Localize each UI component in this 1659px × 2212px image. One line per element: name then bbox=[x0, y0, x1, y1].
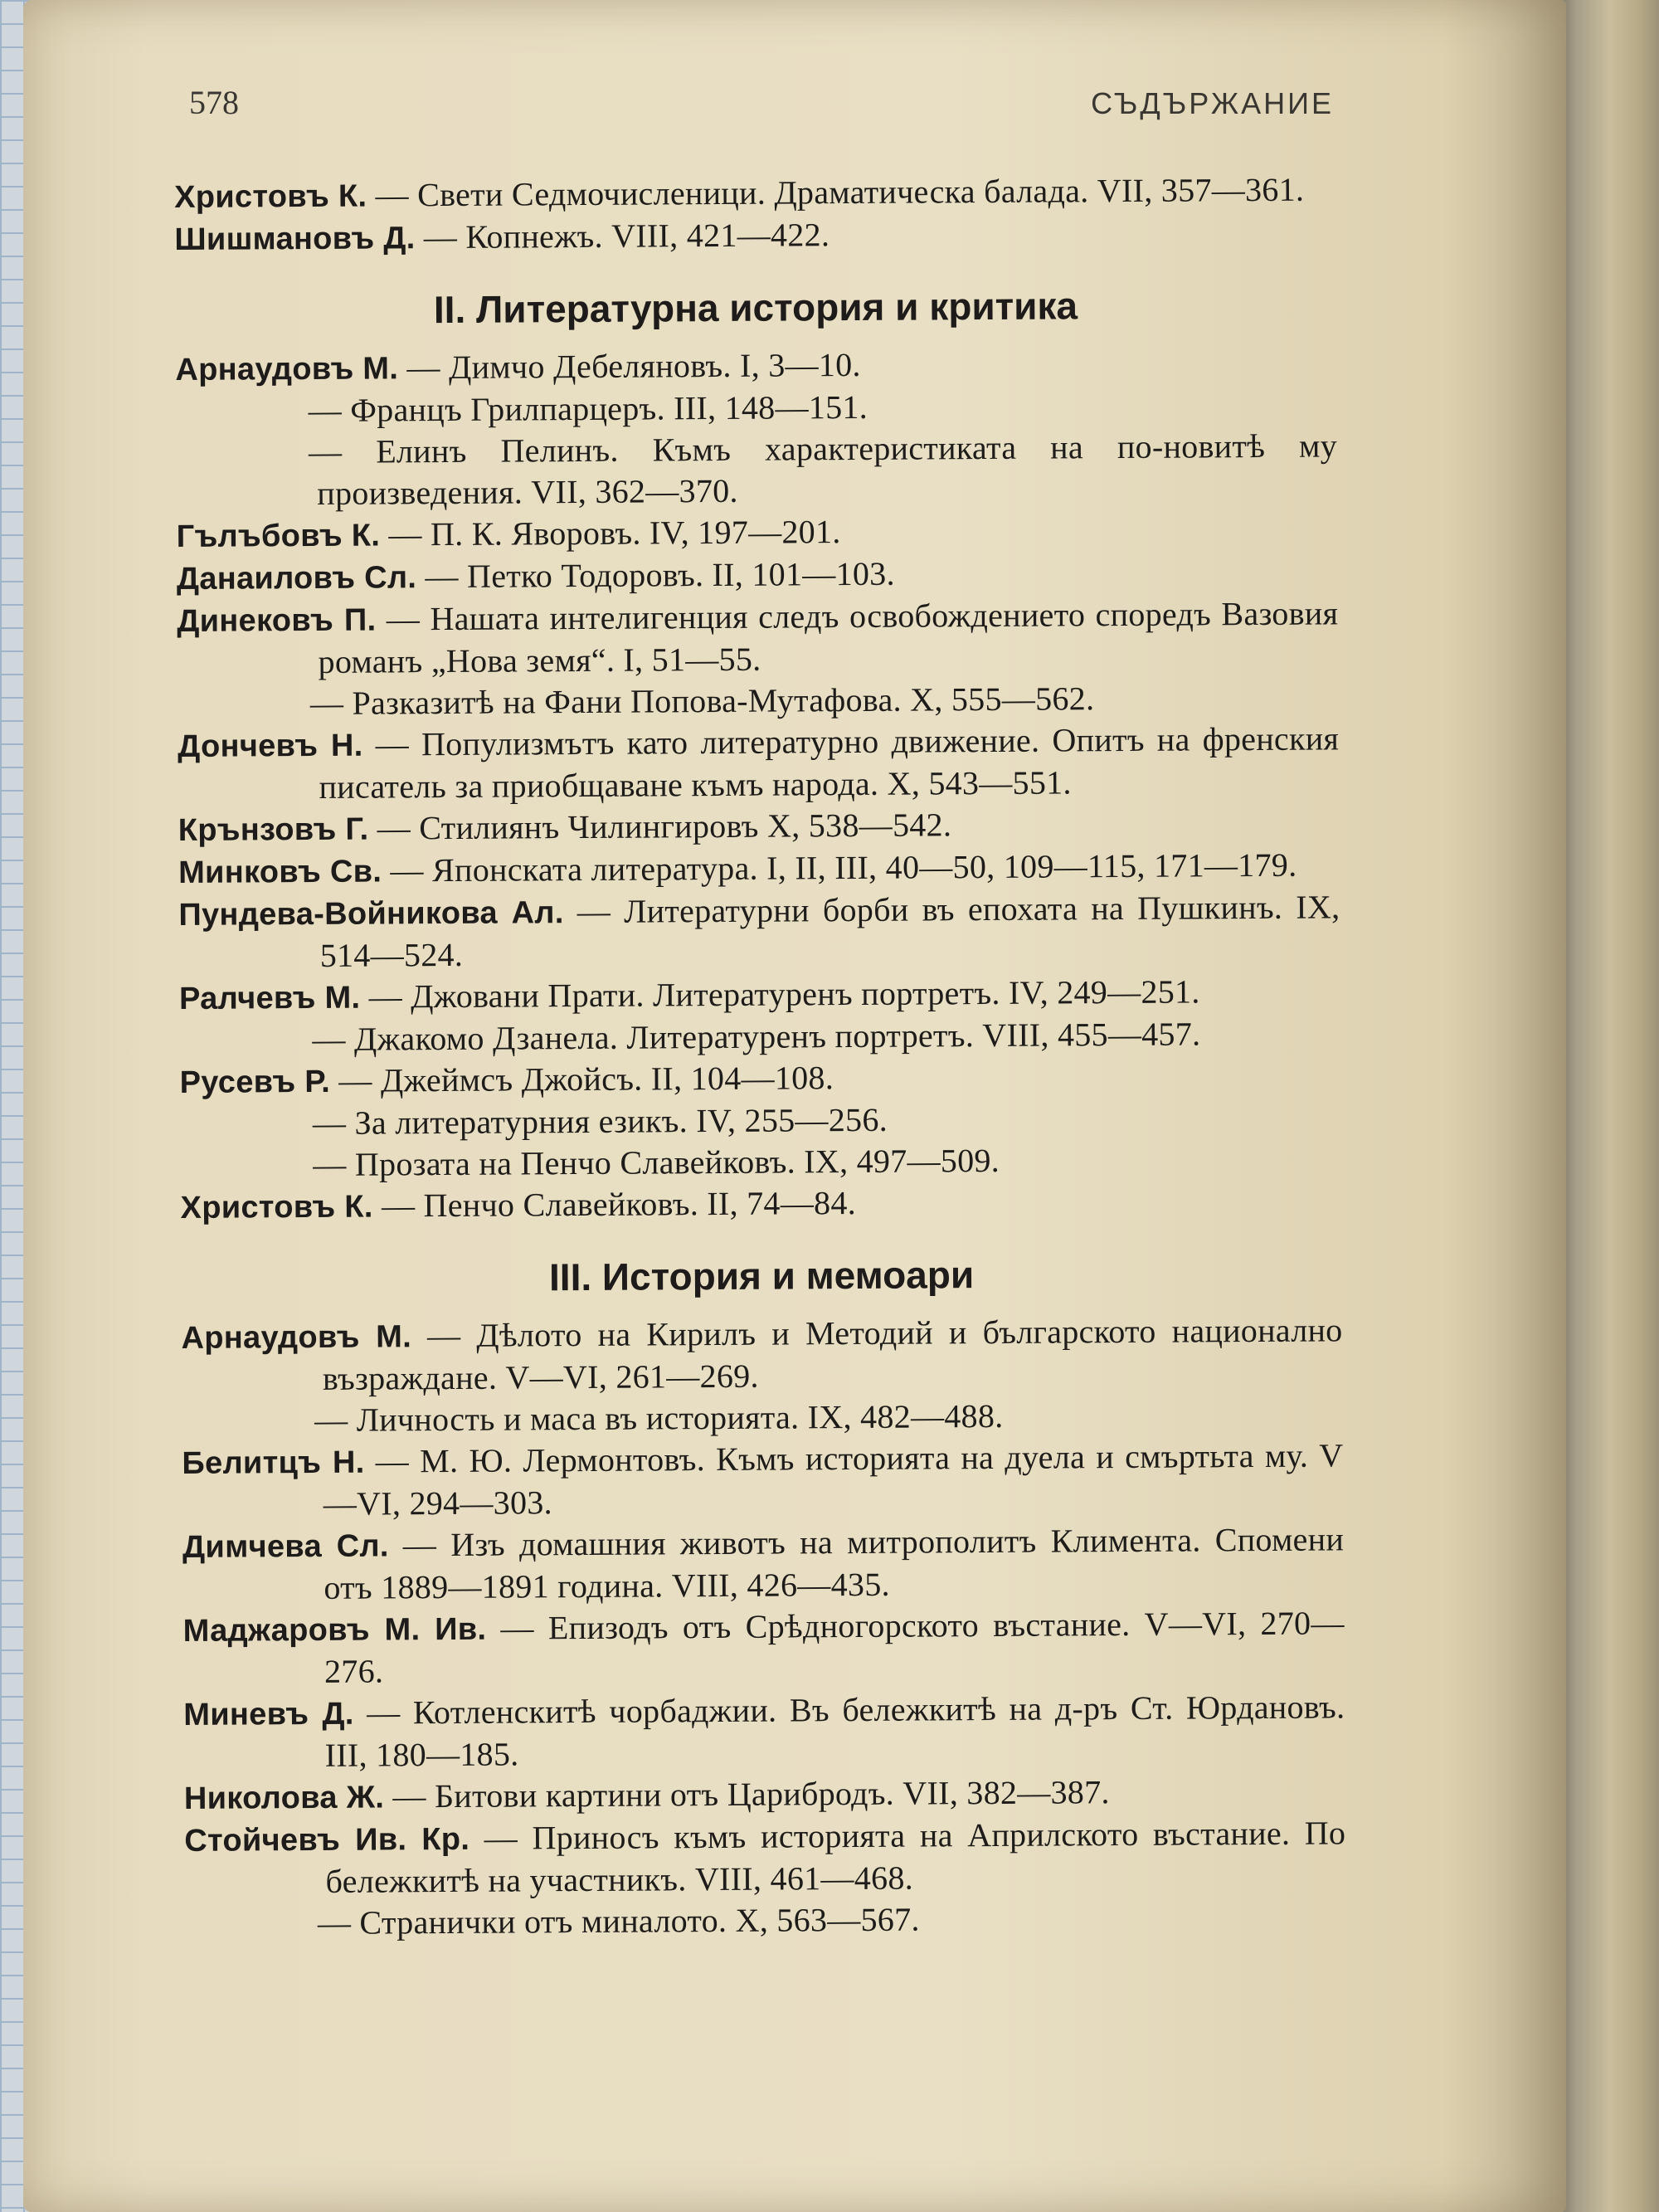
toc-entry bbox=[174, 211, 1335, 261]
toc-entry bbox=[176, 383, 1337, 432]
toc-entry bbox=[174, 168, 1335, 218]
entry-author: Арнаудовъ М. bbox=[181, 1319, 412, 1356]
toc-entry bbox=[183, 1602, 1345, 1693]
entry-text: — Дѣлото на Кирилъ и Методий и българското национално възраждане. V—VI, 261—269. bbox=[322, 1311, 1343, 1397]
toc-entry bbox=[182, 1518, 1345, 1610]
sections bbox=[175, 283, 1346, 1945]
entry-text: — Приносъ къмъ историята на Априлското въстание. По бележкитѣ на участникъ. VIII, 461—468. bbox=[325, 1814, 1346, 1900]
section-title: III. История и мемоари bbox=[548, 1253, 975, 1299]
toc-entry bbox=[178, 801, 1340, 851]
toc-entry bbox=[184, 1812, 1346, 1903]
entry-text: — Свети Седмочисленици. Драматическа балада. VII, 357—361. bbox=[367, 170, 1305, 214]
entry-text: — П. К. Яворовъ. IV, 197—201. bbox=[380, 513, 841, 553]
entry-author: Арнаудовъ М. bbox=[175, 351, 399, 387]
entry-text: — Джеймсъ Джойсъ. II, 104—108. bbox=[329, 1059, 834, 1099]
entry-author: Христовъ К. bbox=[180, 1189, 373, 1225]
entry-text: — Личность и маса въ историята. IX, 482—488. bbox=[314, 1396, 1004, 1439]
entry-author: Христовъ К. bbox=[174, 178, 367, 215]
entry-author: Гълъбовъ К. bbox=[176, 518, 381, 554]
toc-entry bbox=[182, 1435, 1344, 1526]
entry-text: — Прозата на Пенчо Славейковъ. IX, 497—509. bbox=[313, 1141, 1000, 1183]
toc-entry bbox=[178, 676, 1339, 725]
entry-text: — Котленскитѣ чорбаджии. Въ бележкитѣ на д-ръ Ст. Юрдановъ. III, 180—185. bbox=[324, 1688, 1345, 1774]
toc-entry bbox=[180, 1054, 1341, 1104]
toc-entry bbox=[176, 508, 1337, 558]
entry-text: — Изъ домашния животъ на митрополитъ Климента. Спомени отъ 1889—1891 година. VIII, 426—435. bbox=[324, 1520, 1345, 1606]
section-title: II. Литературна история и критика bbox=[433, 284, 1078, 332]
page-header bbox=[189, 83, 1334, 133]
table-of-contents bbox=[174, 168, 1346, 1945]
entry-author: Пундева-Войникова Ал. bbox=[178, 895, 564, 933]
entry-author: Маджаровъ М. Ив. bbox=[182, 1611, 487, 1649]
entry-author: Русевъ Р. bbox=[179, 1064, 331, 1100]
entry-text: — Странички отъ миналото. X, 563—567. bbox=[317, 1900, 920, 1942]
toc-entry bbox=[177, 592, 1339, 684]
entry-text: — Францъ Грилпарцеръ. III, 148—151. bbox=[308, 387, 868, 430]
entry-text: — Пенчо Славейковъ. II, 74—84. bbox=[372, 1184, 857, 1225]
toc-entry bbox=[185, 1896, 1346, 1945]
toc-entry bbox=[180, 1138, 1341, 1186]
entry-author: Минковъ Св. bbox=[178, 854, 382, 890]
toc-entry bbox=[175, 341, 1336, 391]
entry-text: — Разказитѣ на Фани Попова-Мутафова. X, 555—562. bbox=[309, 680, 1095, 723]
toc-entry bbox=[178, 718, 1340, 809]
toc-entry bbox=[179, 970, 1340, 1020]
entry-text: — Популизмътъ като литературно движение. Опитъ на френския писатель за приобщаване къмъ народа. X, 543—551. bbox=[319, 719, 1340, 806]
entry-author: Шишмановъ Д. bbox=[174, 221, 416, 257]
toc-entry bbox=[183, 1686, 1345, 1777]
toc-entry bbox=[182, 1393, 1343, 1442]
entry-text: — Петко Тодоровъ. II, 101—103. bbox=[416, 554, 895, 596]
entry-author: Ралчевъ М. bbox=[178, 980, 361, 1016]
entry-text: — Литературни борби въ епохата на Пушкинъ. IX, 514—524. bbox=[319, 888, 1340, 974]
toc-entry bbox=[180, 1179, 1341, 1229]
entry-text: — За литературния езикъ. IV, 255—256. bbox=[312, 1100, 888, 1143]
entry-author: Миневъ Д. bbox=[183, 1696, 354, 1732]
running-head: СЪДЪРЖАНИЕ bbox=[1091, 86, 1334, 120]
entry-author: Белитцъ Н. bbox=[182, 1445, 365, 1481]
entry-author: Димчева Сл. bbox=[182, 1528, 389, 1565]
toc-section bbox=[175, 283, 1342, 1229]
entry-author: Данаиловъ Сл. bbox=[176, 560, 417, 597]
page-number: 578 bbox=[189, 84, 239, 121]
toc-entry bbox=[178, 886, 1340, 977]
entry-text: — Копнежъ. VIII, 421—422. bbox=[415, 216, 830, 256]
entry-text: — Нашата интелигенция следъ освобождението споредъ Вазовия романъ „Нова земя“. I, 51—55. bbox=[318, 594, 1339, 680]
toc-entry bbox=[181, 1309, 1343, 1401]
entry-author: Крънзовъ Г. bbox=[178, 811, 369, 848]
toc-entry bbox=[184, 1770, 1345, 1820]
entry-text: — Битови картини отъ Царибродъ. VII, 382—387. bbox=[384, 1773, 1110, 1815]
intro-entries bbox=[174, 168, 1336, 261]
entry-text: — Епизодъ отъ Срѣдногорското въстание. V—VI, 270—276. bbox=[324, 1604, 1345, 1690]
toc-entry bbox=[178, 844, 1340, 894]
toc-entry bbox=[176, 425, 1338, 515]
toc-entry bbox=[179, 1012, 1340, 1061]
entry-author: Динековъ П. bbox=[177, 602, 377, 639]
entry-text: — Стилиянъ Чилингировъ X, 538—542. bbox=[368, 806, 952, 847]
entry-text: — Джовани Прати. Литературенъ портретъ. IV, 249—251. bbox=[360, 972, 1200, 1016]
entry-text: — М. Ю. Лермонтовъ. Къмъ историята на дуела и смъртьта му. V—VI, 294—303. bbox=[323, 1436, 1344, 1523]
entry-text: — Елинъ Пелинъ. Къмъ характеристиката на по-новитѣ му произведения. VII, 362—370. bbox=[308, 426, 1338, 512]
entry-text: — Джакомо Дзанела. Литературенъ портретъ. VIII, 455—457. bbox=[312, 1015, 1201, 1059]
entry-text: — Японската литература. I, II, III, 40—50, 109—115, 171—179. bbox=[382, 845, 1297, 889]
entry-author: Дончевъ Н. bbox=[178, 728, 363, 764]
entry-author: Стойчевъ Ив. Кр. bbox=[184, 1821, 470, 1859]
toc-section bbox=[181, 1251, 1346, 1945]
entry-author: Николова Ж. bbox=[183, 1780, 385, 1816]
entry-text: — Димчо Дебеляновъ. I, 3—10. bbox=[398, 345, 861, 387]
toc-entry bbox=[180, 1096, 1341, 1145]
toc-entry bbox=[177, 550, 1338, 600]
